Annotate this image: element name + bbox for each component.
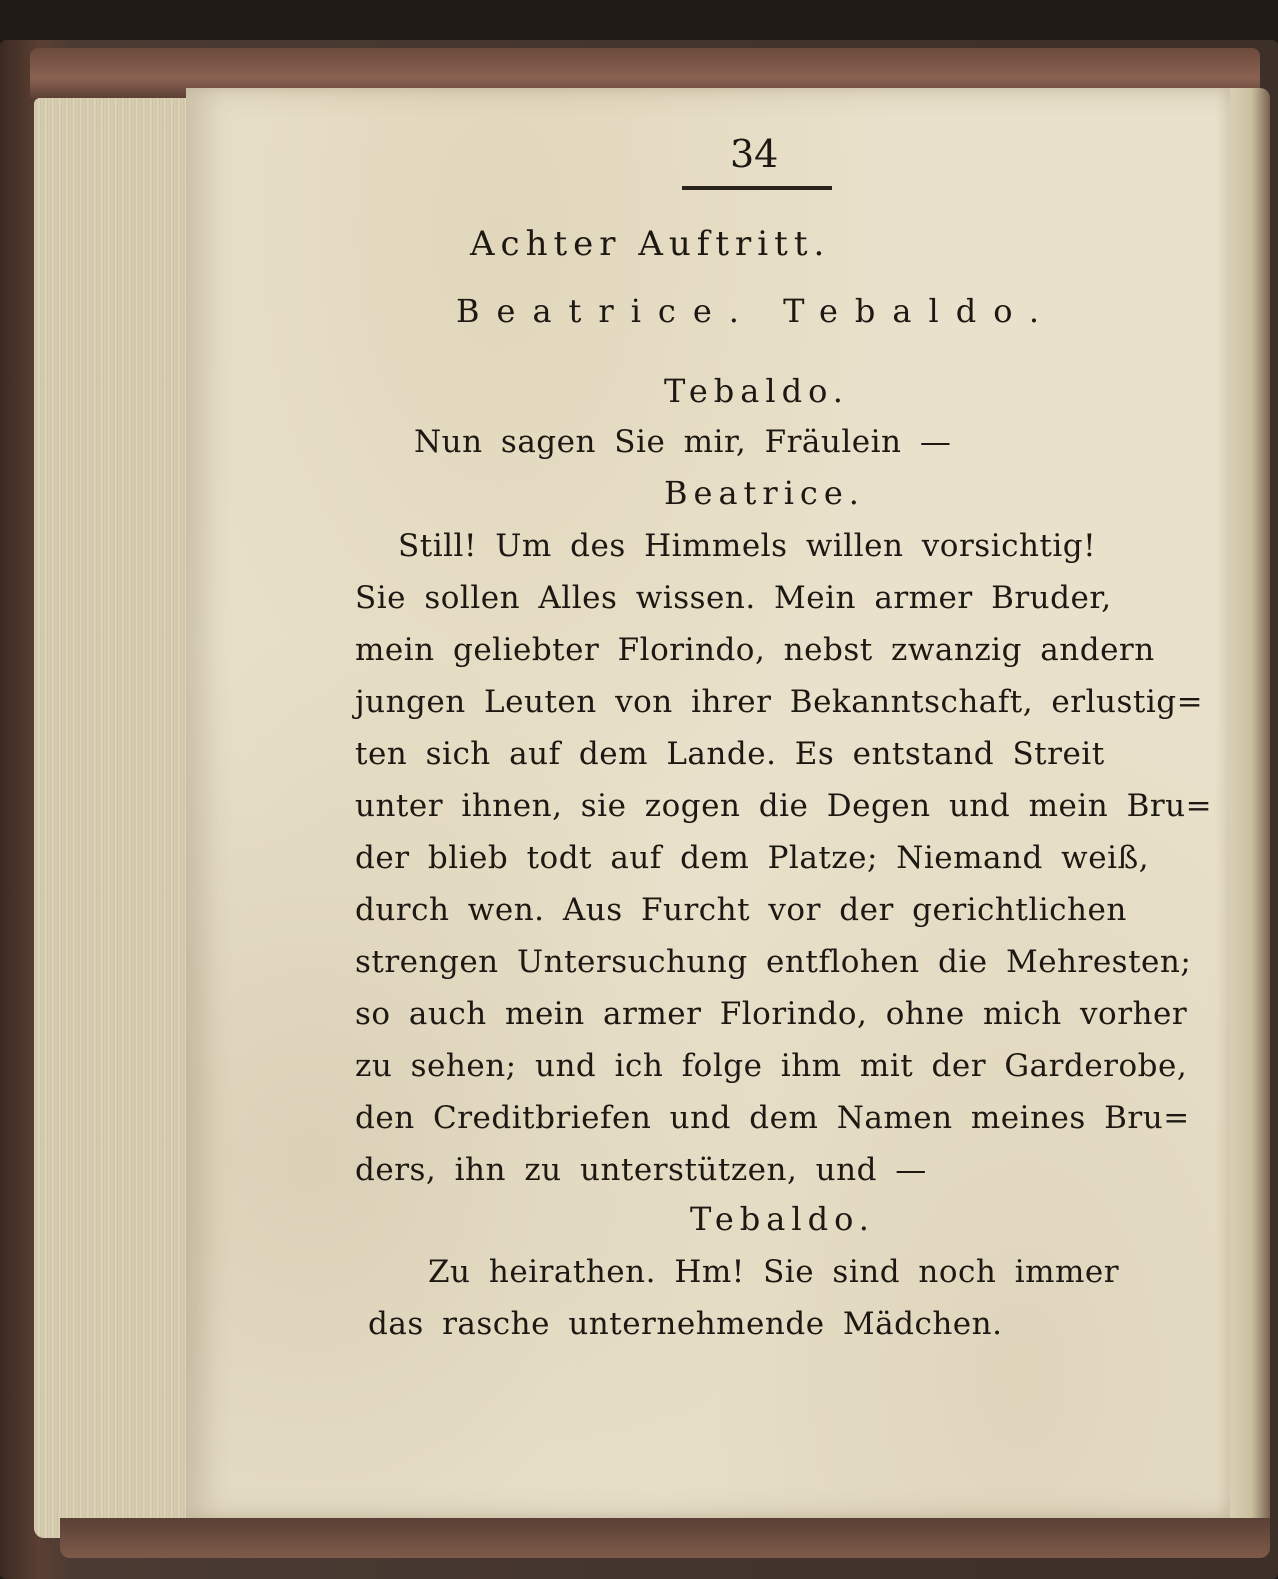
dialogue-line: strengen Untersuchung entflohen die Mehresten; — [355, 944, 1192, 980]
dialogue-line: zu sehen; und ich folge ihm mit der Garderobe, — [355, 1048, 1188, 1084]
dialogue-line: den Creditbriefen und dem Namen meines Bru= — [355, 1100, 1190, 1136]
scene-title: Achter Auftritt. — [470, 224, 831, 264]
dialogue-line: das rasche unternehmende Mädchen. — [368, 1306, 1003, 1342]
character-list: Beatrice. Tebaldo. — [456, 292, 1057, 330]
dialogue-line: ders, ihn zu unterstützen, und — — [355, 1152, 927, 1188]
page-edges-right — [1224, 88, 1270, 1528]
page-number: 34 — [730, 132, 779, 176]
dialogue-line: mein geliebter Florindo, nebst zwanzig andern — [355, 632, 1155, 668]
dialogue-line: Still! Um des Himmels willen vorsichtig! — [398, 528, 1097, 564]
dialogue-line: ten sich auf dem Lande. Es entstand Streit — [355, 736, 1105, 772]
dialogue-line: Zu heirathen. Hm! Sie sind noch immer — [428, 1254, 1120, 1290]
dialogue-line: jungen Leuten von ihrer Bekanntschaft, erlustig= — [355, 684, 1204, 720]
book-binding-bottom — [60, 1518, 1270, 1558]
dialogue-line: der blieb todt auf dem Platze; Niemand weiß, — [355, 840, 1150, 876]
dialogue-line: so auch mein armer Florindo, ohne mich vorher — [355, 996, 1188, 1032]
dialogue-line: unter ihnen, sie zogen die Degen und mein Bru= — [355, 788, 1213, 824]
speaker-name: Beatrice. — [664, 474, 865, 512]
speaker-name: Tebaldo. — [664, 372, 849, 410]
header-rule — [682, 186, 832, 190]
dialogue-line: Sie sollen Alles wissen. Mein armer Bruder, — [355, 580, 1112, 616]
speaker-name: Tebaldo. — [690, 1200, 875, 1238]
dialogue-line: durch wen. Aus Furcht vor der gerichtlichen — [355, 892, 1127, 928]
page-edges-left — [34, 98, 194, 1538]
dialogue-line: Nun sagen Sie mir, Fräulein — — [414, 424, 952, 460]
